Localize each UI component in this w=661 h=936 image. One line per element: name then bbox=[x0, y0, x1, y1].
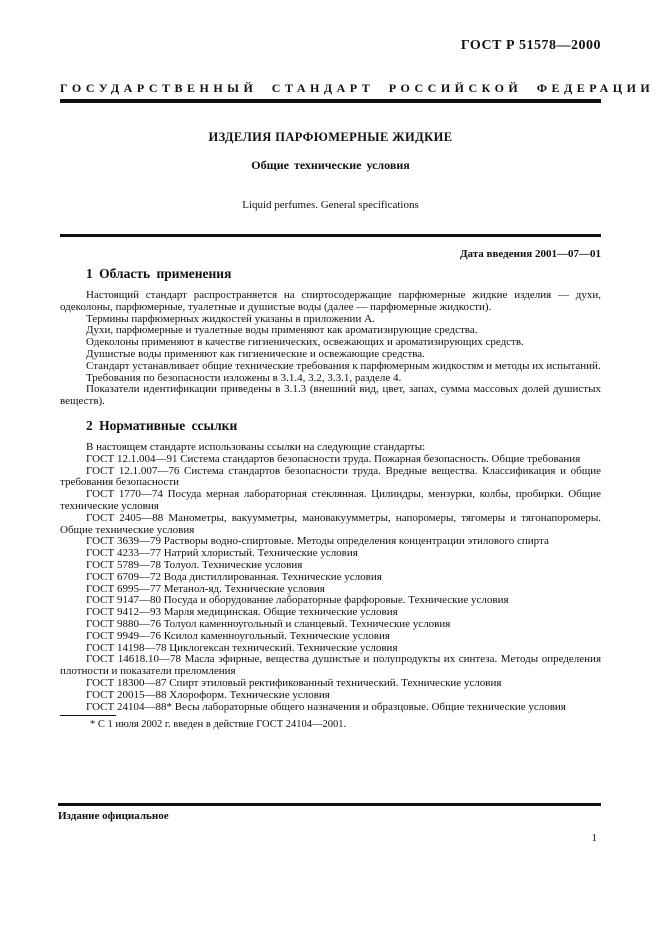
header-rule bbox=[60, 99, 601, 103]
section-1-body bbox=[60, 290, 601, 408]
section-2-heading: 2 Нормативные ссылки bbox=[86, 417, 238, 433]
page-footer bbox=[58, 803, 601, 844]
reference-item: ГОСТ 9880—76 Толуол каменноугольный и сланцевый. Технические условия bbox=[86, 617, 451, 630]
title-rule bbox=[60, 234, 601, 237]
subtitle: Общие технические условия bbox=[251, 158, 410, 172]
reference-item: ГОСТ 2405—88 Манометры, вакуумметры, мановакуумметры, напоромеры, тягомеры и тягонапоромеры. Общие технические условия bbox=[60, 511, 601, 536]
footnote-separator bbox=[60, 715, 116, 716]
paragraph: Духи, парфюмерные и туалетные воды применяют как ароматизирующие средства. bbox=[86, 324, 478, 337]
paragraph: Термины парфюмерных жидкостей указаны в приложении А. bbox=[86, 312, 375, 325]
reference-item: ГОСТ 20015—88 Хлороформ. Технические условия bbox=[86, 688, 330, 701]
effective-date: Дата введения 2001—07—01 bbox=[459, 248, 601, 260]
paragraph: Стандарт устанавливает общие технические требования к парфюмерным жидкостям и методы их испытаний. bbox=[86, 359, 601, 372]
reference-item: ГОСТ 9147—80 Посуда и оборудование лабораторные фарфоровые. Технические условия bbox=[86, 594, 509, 607]
reference-item: ГОСТ 6709—72 Вода дистиллированная. Технические условия bbox=[86, 570, 382, 583]
reference-item: ГОСТ 6995—77 Метанол-яд. Технические условия bbox=[86, 582, 325, 595]
footnote: * С 1 июля 2002 г. введен в действие ГОСТ 24104—2001. bbox=[90, 719, 347, 731]
reference-item: ГОСТ 18300—87 Спирт этиловый ректификованный технический. Технические условия bbox=[86, 676, 502, 689]
reference-item: ГОСТ 14618.10—78 Масла эфирные, вещества душистые и полупродукты их синтеза. Методы определения плотности и показатели преломления bbox=[60, 653, 601, 678]
doc-code: ГОСТ Р 51578—2000 bbox=[460, 38, 601, 53]
paragraph: Душистые воды применяют как гигиенические и освежающие средства. bbox=[86, 347, 425, 360]
reference-item: ГОСТ 12.1.004—91 Система стандартов безопасности труда. Пожарная безопасность. Общие требования bbox=[86, 452, 581, 465]
section-2-intro: В настоящем стандарте использованы ссылки на следующие стандарты: bbox=[86, 440, 426, 453]
section-2-body bbox=[60, 442, 601, 713]
reference-item: ГОСТ 1770—74 Посуда мерная лабораторная стеклянная. Цилиндры, мензурки, колбы, пробирки. Общие технические условия bbox=[60, 488, 601, 512]
paragraph: Одеколоны применяют в качестве гигиенических, освежающих и ароматизирующих средств. bbox=[86, 336, 524, 349]
paragraph: Настоящий стандарт распространяется на спиртосодержащие парфюмерные жидкие изделия — духи, одеколоны, парфюмерные, туалетные и душистые воды (далее — парфюмерные жидкости). bbox=[60, 289, 601, 313]
english-title: Liquid perfumes. General specifications bbox=[242, 199, 419, 211]
main-title: ИЗДЕЛИЯ ПАРФЮМЕРНЫЕ ЖИДКИЕ bbox=[208, 130, 453, 144]
edition-note: Издание официальное bbox=[58, 809, 169, 822]
paragraph: Показатели идентификации приведены в 3.1.3 (внешний вид, цвет, запах, сумма массовых долей душистых веществ). bbox=[60, 383, 601, 408]
page-number: 1 bbox=[591, 831, 597, 844]
reference-item: ГОСТ 3639—79 Растворы водно-спиртовые. Методы определения концентрации этилового спирта bbox=[86, 535, 549, 548]
reference-item: ГОСТ 12.1.007—76 Система стандартов безопасности труда. Вредные вещества. Классификация и общие требования безопасности bbox=[60, 464, 601, 489]
federation-header: ГОСУДАРСТВЕННЫЙ СТАНДАРТ РОССИЙСКОЙ ФЕДЕРАЦИИ bbox=[60, 81, 655, 95]
reference-item: ГОСТ 24104—88* Весы лабораторные общего назначения и образцовые. Общие технические условия bbox=[86, 700, 566, 713]
paragraph: Требования по безопасности изложены в 3.1.4, 3.2, 3.3.1, разделе 4. bbox=[86, 371, 402, 384]
reference-item: ГОСТ 14198—78 Циклогексан технический. Технические условия bbox=[86, 641, 398, 654]
reference-item: ГОСТ 9949—76 Ксилол каменноугольный. Технические условия bbox=[86, 629, 390, 642]
footer-rule bbox=[58, 803, 601, 806]
reference-item: ГОСТ 5789—78 Толуол. Технические условия bbox=[86, 558, 303, 571]
reference-item: ГОСТ 9412—93 Марля медицинская. Общие технические условия bbox=[86, 606, 398, 619]
section-1-heading: 1 Область применения bbox=[86, 266, 232, 281]
reference-item: ГОСТ 4233—77 Натрий хлористый. Технические условия bbox=[86, 547, 358, 560]
